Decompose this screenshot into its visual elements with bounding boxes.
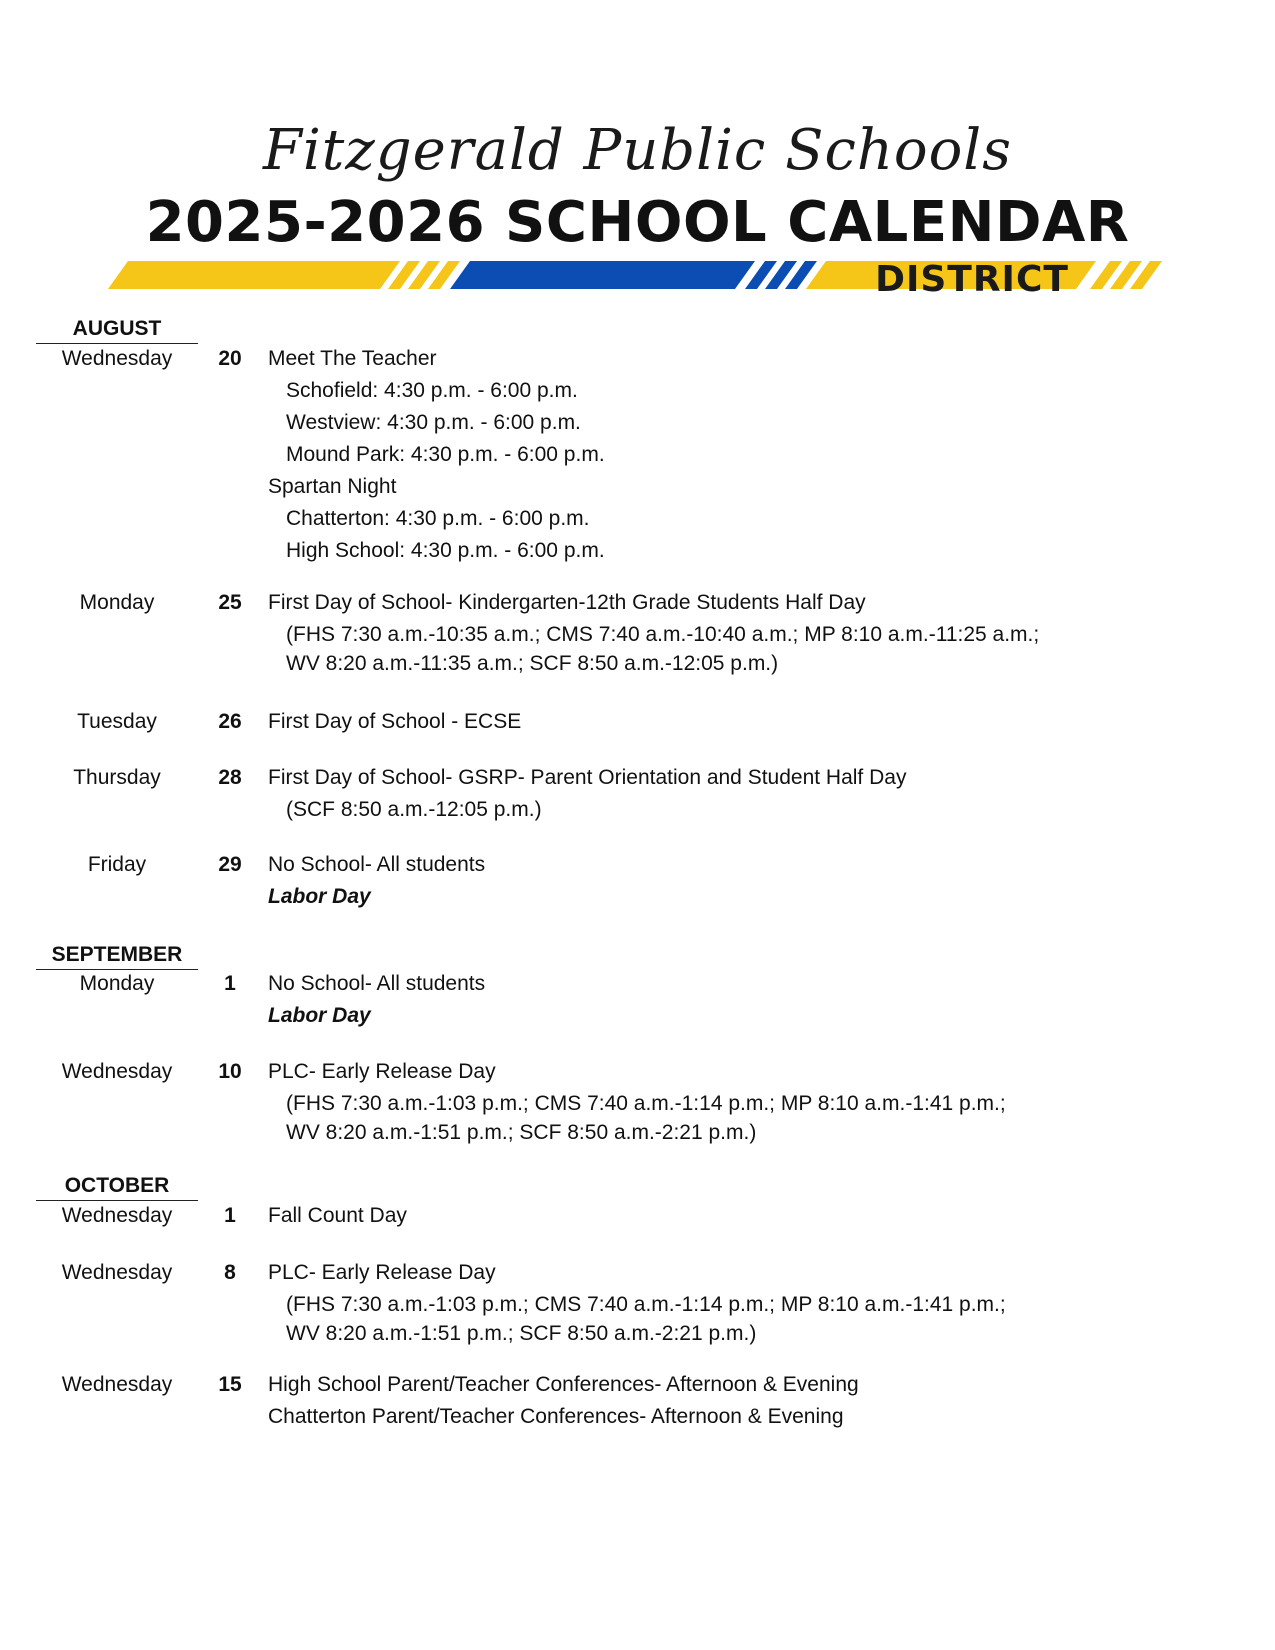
event-title: No School- All students — [268, 853, 486, 876]
event-title: Meet The Teacher — [268, 347, 437, 370]
event-detail-line: Westview: 4:30 p.m. - 6:00 p.m. — [286, 411, 581, 434]
event-detail-line: (FHS 7:30 a.m.-1:03 p.m.; CMS 7:40 a.m.-1:14 p.m.; MP 8:10 a.m.-1:41 p.m.; — [286, 1092, 1006, 1115]
month-heading-september: SEPTEMBER — [36, 943, 198, 970]
event-details — [268, 968, 1248, 1032]
stripe-banner — [0, 255, 1275, 295]
event-title: No School- All students — [268, 972, 486, 995]
calendar-main-title: 2025-2026 SCHOOL CALENDAR — [145, 190, 1130, 255]
event-details — [268, 343, 1248, 567]
event-details — [268, 1200, 1248, 1232]
event-detail-line: (FHS 7:30 a.m.-1:03 p.m.; CMS 7:40 a.m.-1:14 p.m.; MP 8:10 a.m.-1:41 p.m.; — [286, 1293, 1006, 1316]
event-weekday: Monday — [79, 972, 155, 995]
event-detail-line: WV 8:20 a.m.-11:35 a.m.; SCF 8:50 a.m.-12:05 p.m.) — [286, 652, 779, 675]
month-heading-august: AUGUST — [36, 317, 198, 344]
holiday-label: Labor Day — [268, 1004, 371, 1027]
event-weekday: Wednesday — [61, 1373, 173, 1396]
event-details — [268, 1257, 1248, 1347]
event-date: 20 — [218, 347, 242, 370]
event-weekday: Friday — [87, 853, 147, 876]
event-detail-line: Mound Park: 4:30 p.m. - 6:00 p.m. — [286, 443, 605, 466]
event-details — [268, 849, 1248, 913]
event-date: 8 — [224, 1261, 236, 1284]
event-title: High School Parent/Teacher Conferences- Afternoon & Evening — [268, 1373, 859, 1396]
month-heading-october: OCTOBER — [36, 1174, 198, 1201]
calendar-header — [0, 0, 1275, 310]
event-weekday: Wednesday — [61, 1261, 173, 1284]
event-detail-line: WV 8:20 a.m.-1:51 p.m.; SCF 8:50 a.m.-2:21 p.m.) — [286, 1322, 757, 1345]
event-weekday: Wednesday — [61, 1060, 173, 1083]
event-title: First Day of School- Kindergarten-12th Grade Students Half Day — [268, 591, 866, 614]
event-title: First Day of School - ECSE — [268, 710, 522, 733]
event-details — [268, 706, 1248, 738]
event-date: 10 — [218, 1060, 242, 1083]
event-title: PLC- Early Release Day — [268, 1261, 496, 1284]
banner-blue-bar — [450, 261, 755, 289]
event-weekday: Wednesday — [61, 1204, 173, 1227]
event-weekday: Thursday — [73, 766, 161, 789]
event-date: 26 — [218, 710, 242, 733]
event-detail-line: High School: 4:30 p.m. - 6:00 p.m. — [286, 539, 605, 562]
event-date: 1 — [224, 972, 236, 995]
holiday-label: Labor Day — [268, 885, 371, 908]
event-details — [268, 587, 1248, 677]
event-weekday: Monday — [79, 591, 155, 614]
event-date: 1 — [224, 1204, 236, 1227]
event-detail-line: WV 8:20 a.m.-1:51 p.m.; SCF 8:50 a.m.-2:21 p.m.) — [286, 1121, 757, 1144]
event-detail-line: Chatterton: 4:30 p.m. - 6:00 p.m. — [286, 507, 590, 530]
event-detail-line: (FHS 7:30 a.m.-10:35 a.m.; CMS 7:40 a.m.-10:40 a.m.; MP 8:10 a.m.-11:25 a.m.; — [286, 623, 1040, 646]
event-date: 15 — [218, 1373, 242, 1396]
event-date: 25 — [218, 591, 242, 614]
event-weekday: Tuesday — [77, 710, 157, 733]
district-badge: DISTRICT — [875, 259, 1069, 300]
event-detail-line: Schofield: 4:30 p.m. - 6:00 p.m. — [286, 379, 578, 402]
event-date: 29 — [218, 853, 242, 876]
event-date: 28 — [218, 766, 242, 789]
event-detail-line: (SCF 8:50 a.m.-12:05 p.m.) — [286, 798, 542, 821]
event-title: Spartan Night — [268, 475, 397, 498]
event-title: PLC- Early Release Day — [268, 1060, 496, 1083]
banner-yellow-left — [108, 261, 400, 289]
event-details — [268, 1056, 1248, 1146]
event-title: Fall Count Day — [268, 1204, 407, 1227]
event-weekday: Wednesday — [61, 347, 173, 370]
district-script-title: Fitzgerald Public Schools — [263, 118, 1012, 183]
event-title: First Day of School- GSRP- Parent Orientation and Student Half Day — [268, 766, 907, 789]
event-details — [268, 762, 1248, 826]
event-title: Chatterton Parent/Teacher Conferences- Afternoon & Evening — [268, 1405, 844, 1428]
event-details — [268, 1369, 1248, 1433]
